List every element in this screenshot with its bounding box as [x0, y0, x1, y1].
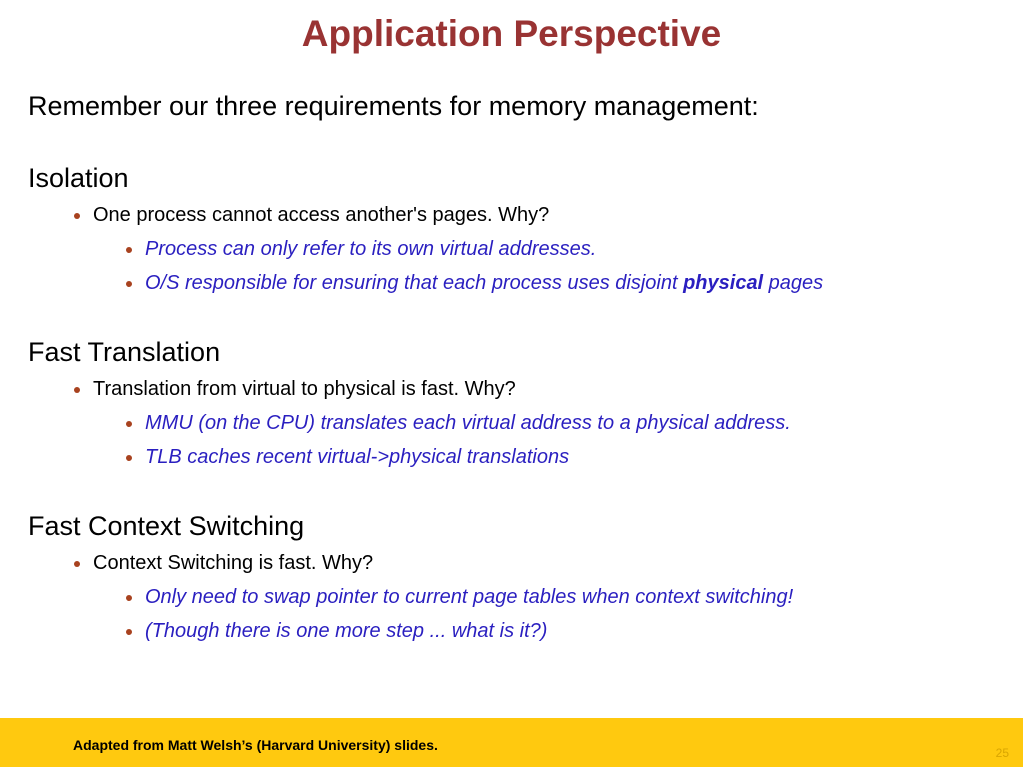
bullet-dot-icon	[74, 213, 80, 219]
footer-credit: Adapted from Matt Welsh’s (Harvard University) slides.	[73, 737, 438, 753]
bullet-point	[28, 372, 1008, 406]
bullet-dot-icon	[126, 595, 132, 601]
sub-bullet-point	[28, 232, 1008, 266]
bullet-point	[28, 546, 1008, 580]
section-heading: Isolation	[28, 163, 129, 193]
bullet-point	[28, 198, 1008, 232]
sub-bullet-point	[28, 614, 1008, 648]
sub-bullet-text: (Though there is one more step ... what is it?)	[145, 620, 548, 642]
bullet-text: Translation from virtual to physical is fast. Why?	[93, 378, 516, 400]
bullet-dot-icon	[126, 629, 132, 635]
bullet-list	[28, 198, 1008, 300]
intro-text: Remember our three requirements for memory management:	[28, 91, 759, 121]
sub-bullet-text-start: O/S responsible for ensuring that each process uses disjoint	[145, 272, 684, 294]
sub-bullet-point	[28, 266, 1008, 300]
bullet-dot-icon	[74, 561, 80, 567]
sub-bullet-text: Only need to swap pointer to current page tables when context switching!	[145, 586, 794, 608]
bullet-dot-icon	[126, 281, 132, 287]
section-heading: Fast Translation	[28, 337, 221, 367]
bullet-text: Context Switching is fast. Why?	[93, 552, 374, 574]
section-fast-context-switching	[28, 508, 1008, 648]
section-isolation	[28, 160, 1008, 300]
bullet-dot-icon	[126, 247, 132, 253]
bullet-list	[28, 546, 1008, 648]
bullet-text: One process cannot access another's pages. Why?	[93, 204, 550, 226]
page-number: 25	[995, 746, 1009, 760]
section-fast-translation	[28, 334, 1008, 474]
emphasis-physical: physical	[683, 272, 764, 294]
bullet-dot-icon	[74, 387, 80, 393]
slide-title: Application Perspective	[301, 13, 722, 54]
sub-bullet-point	[28, 580, 1008, 614]
bullet-dot-icon	[126, 455, 132, 461]
bullet-dot-icon	[126, 421, 132, 427]
sub-bullet-text: TLB caches recent virtual->physical translations	[145, 446, 570, 468]
section-heading: Fast Context Switching	[28, 511, 305, 541]
sub-bullet-point	[28, 440, 1008, 474]
footer-bar	[0, 718, 1023, 767]
sub-bullet-text-end: pages	[763, 272, 824, 294]
sub-bullet-text: MMU (on the CPU) translates each virtual address to a physical address.	[145, 412, 791, 434]
bullet-list	[28, 372, 1008, 474]
sub-bullet-point	[28, 406, 1008, 440]
sub-bullet-text: Process can only refer to its own virtual addresses.	[145, 238, 597, 260]
